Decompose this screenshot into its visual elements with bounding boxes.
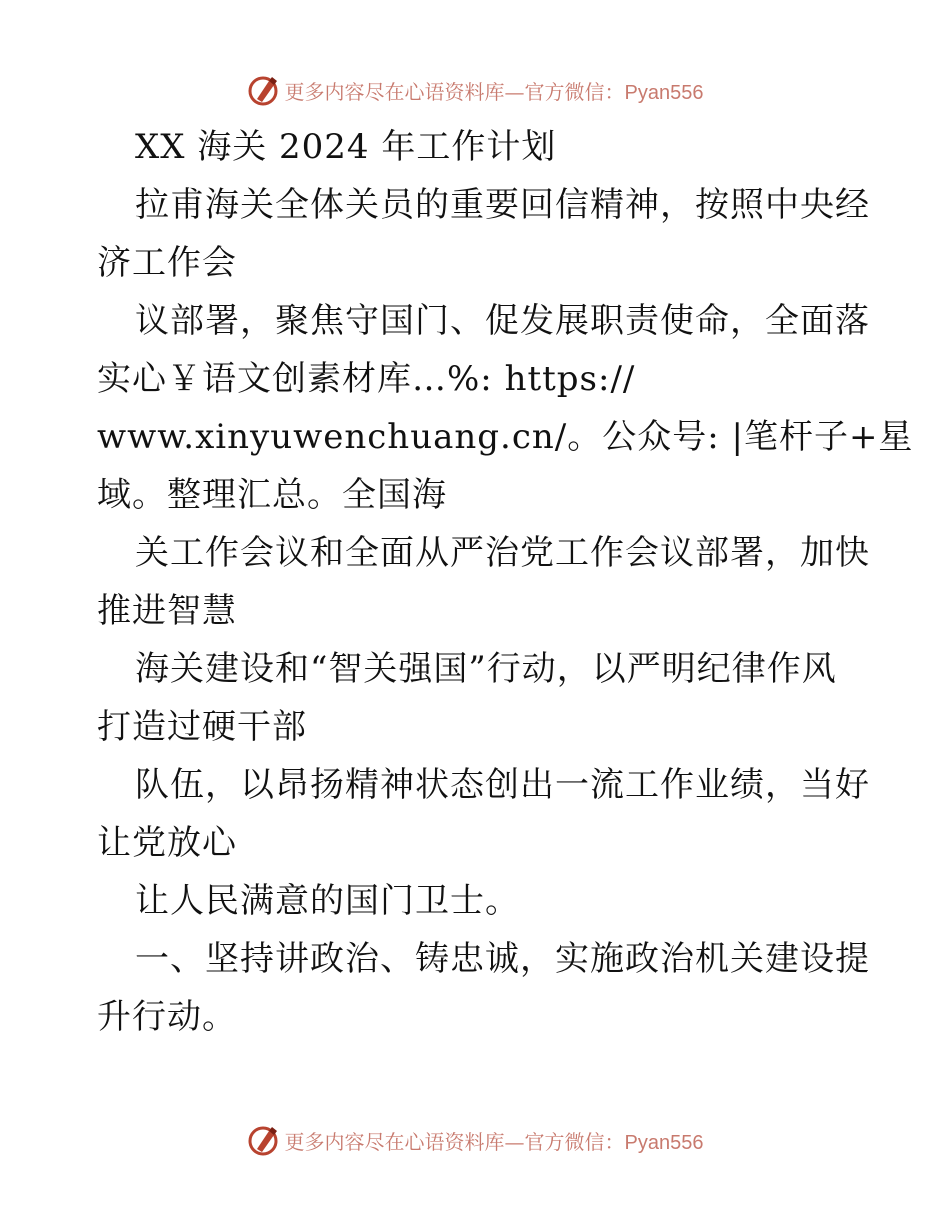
paragraph-line: 推进智慧 — [97, 591, 237, 631]
watermark-slogan: 更多内容尽在心语资料库—官方微信： — [284, 79, 625, 104]
header-watermark — [0, 68, 950, 112]
paragraph-line: 关工作会议和全面从严治党工作会议部署，加快 — [135, 533, 870, 573]
paragraph-line: 海关建设和“智关强国”行动，以严明纪律作风 — [135, 649, 837, 689]
document-body — [97, 118, 914, 1046]
document-title: XX 海关 2024 年工作计划 — [135, 127, 557, 167]
paragraph-line: 拉甫海关全体关员的重要回信精神，按照中央经 — [135, 185, 870, 225]
section-heading: 一、坚持讲政治、铸忠诚，实施政治机关建设提 — [135, 939, 870, 979]
pen-nib-circle-icon — [247, 1123, 281, 1157]
paragraph-line: 打造过硬干部 — [97, 707, 307, 747]
watermark-wechat-id: Pyan556 — [624, 1131, 704, 1154]
paragraph-line: 队伍，以昂扬精神状态创出一流工作业绩，当好 — [135, 765, 870, 805]
watermark-text — [285, 1126, 704, 1155]
section-heading-continuation: 升行动。 — [97, 997, 237, 1037]
watermark-text — [285, 76, 704, 105]
watermark-slogan: 更多内容尽在心语资料库—官方微信： — [284, 1129, 625, 1154]
paragraph-line: 域。整理汇总。全国海 — [97, 475, 447, 515]
paragraph-line: 让人民满意的国门卫士。 — [135, 881, 520, 921]
paragraph-line: 议部署，聚焦守国门、促发展职责使命，全面落 — [135, 301, 870, 341]
watermark-wechat-id: Pyan556 — [624, 81, 704, 104]
paragraph-line: 实心￥语文创素材库…%: https:// — [97, 359, 636, 399]
paragraph-line: 让党放心 — [97, 823, 237, 863]
footer-watermark — [0, 1118, 950, 1162]
paragraph-line: www.xinyuwenchuang.cn/。公众号: |笔杆子+星 — [97, 417, 914, 457]
pen-nib-circle-icon — [247, 73, 281, 107]
paragraph-line: 济工作会 — [97, 243, 237, 283]
